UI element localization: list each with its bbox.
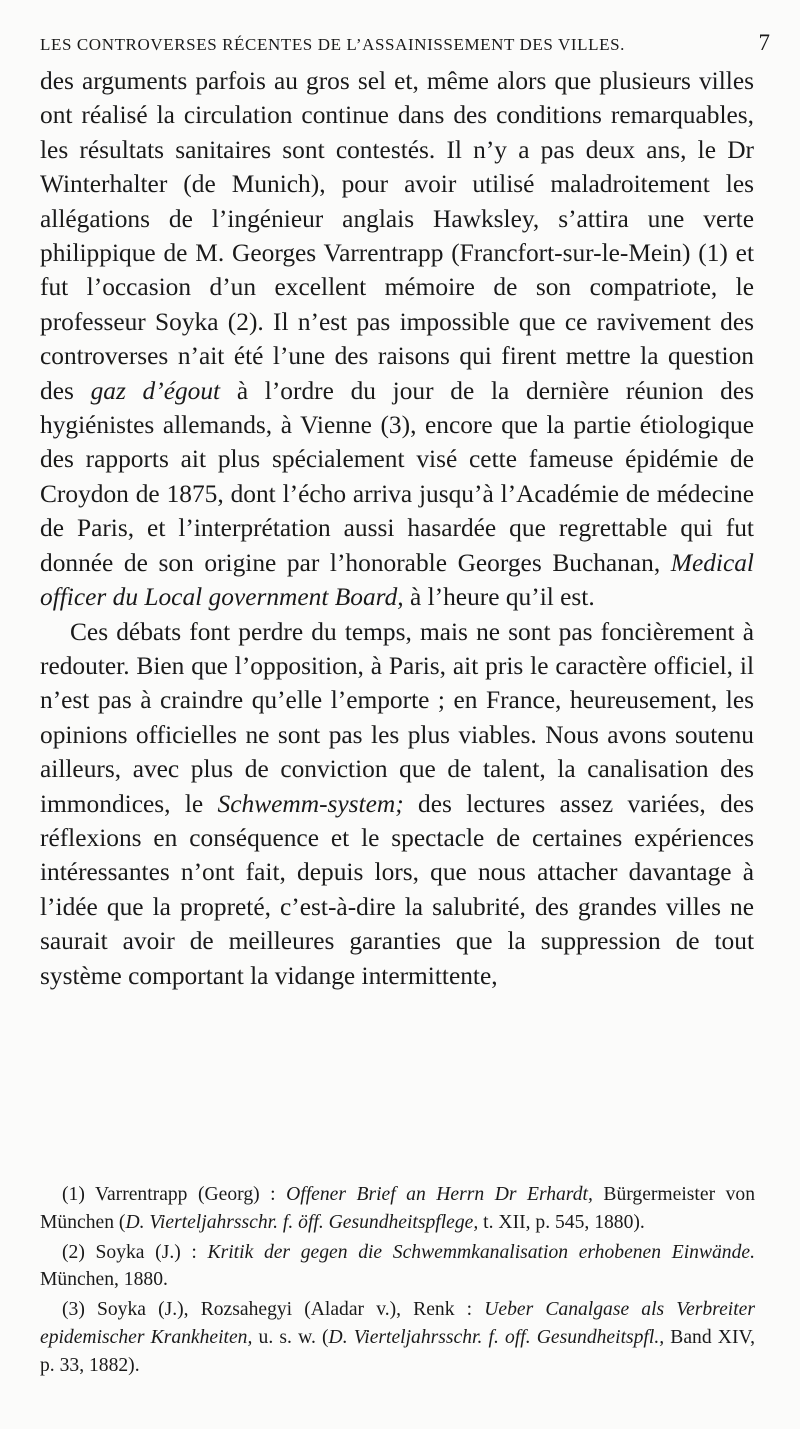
page-number: 7 [758, 30, 770, 55]
footnote-3 [40, 1296, 755, 1379]
footnote-2-a: (2) Soyka (J.) : [62, 1241, 208, 1263]
footnote-1-title: Offener Brief an Herrn Dr Erhardt, [286, 1184, 593, 1205]
paragraph-2-italic: Schwemm-system; [217, 789, 404, 818]
footnote-2-b: München, 1880. [40, 1269, 168, 1291]
paragraph-2-text-b: des lectures assez variées, des réflexions en conséquence et le spectacle de certaines expériences intéressantes n’ont fait, depuis lors, que nous attacher davantage à l’idée que la propreté, c’est-à-dire la salubrité, des grandes villes ne saurait avoir de meilleures garanties que la suppression de tout système comportant la vidange intermittente, [40, 789, 754, 990]
footnote-1-a: (1) Varrentrapp (Georg) : [62, 1184, 287, 1205]
footnote-3-a: (3) Soyka (J.), Rozsahegyi (Aladar v.), Renk : [62, 1299, 485, 1321]
footnote-3-b: u. s. w. ( [252, 1326, 329, 1348]
paragraph-1-text-b: à l’ordre du jour de la dernière réunion des hygiénistes allemands, à Vienne (3), encore que la partie étiologique des rapports ait plus spécialement visé cette fameuse épidémie de Croydon de 1875, dont l’écho arriva jusqu’à l’Académie de médecine de Paris, et l’interprétation aussi hasardée que regrettable qui fut donnée de son origine par l’honorable Georges Buchanan, [40, 376, 754, 577]
footnote-1-journal: D. Vierteljahrsschr. f. öff. Gesundheitspflege, [125, 1211, 479, 1233]
paragraph-1 [40, 64, 754, 615]
footnote-3-journal: D. Vierteljahrsschr. f. off. Gesundheitspfl., [328, 1326, 665, 1348]
footnote-1-c: t. XII, p. 545, 1880). [478, 1211, 645, 1233]
footnote-1-b: Bürgermeister von München ( [40, 1184, 756, 1233]
footnote-2 [40, 1239, 755, 1295]
footnote-1 [40, 1181, 755, 1237]
footnote-2-title: Kritik der gegen die Schwemmkanalisation erhobenen Einwände. [207, 1241, 755, 1263]
paragraph-2 [40, 615, 754, 993]
footnote-3-title: Ueber Canalgase als Verbreiter epidemischer Krankheiten, [40, 1299, 755, 1348]
footnote-3-c: Band XIV, p. 33, 1882). [40, 1326, 755, 1376]
paragraph-1-text-a: des arguments parfois au gros sel et, même alors que plusieurs villes ont réalisé la circulation continue dans des conditions remarquables, les résultats sanitaires sont contestés. Il n’y a pas deux ans, le Dr Winterhalter (de Munich), pour avoir utilisé maladroitement les allégations de l’ingénieur anglais Hawksley, s’attira une verte philippique de M. Georges Varrentrapp (Francfort-sur-le-Mein) (1) et fut l’occasion d’un excellent mémoire de son compatriote, le professeur Soyka (2). Il n’est pas impossible que ce ravivement des controverses n’ait été l’une des raisons qui firent mettre la question des [40, 67, 754, 405]
paragraph-1-italic-2: Medical officer du Local government Board, [40, 548, 754, 612]
paragraph-1-italic-1: gaz d’égout [90, 376, 221, 405]
main-text [40, 64, 754, 993]
running-title: LES CONTROVERSES RÉCENTES DE L’ASSAINISSEMENT DES VILLES. [40, 35, 626, 54]
paragraph-2-text-a: Ces débats font perdre du temps, mais ne sont pas foncièrement à redouter. Bien que l’opposition, à Paris, ait pris le caractère officiel, il n’est pas à craindre qu’elle l’emporte ; en France, heureusement, les opinions officielles ne sont pas les plus viables. Nous avons soutenu ailleurs, avec plus de conviction que de talent, la canalisation des immondices, le [40, 617, 754, 818]
paragraph-1-text-c: à l’heure qu’il est. [403, 583, 595, 612]
running-header [40, 30, 770, 56]
footnotes [40, 1181, 755, 1382]
